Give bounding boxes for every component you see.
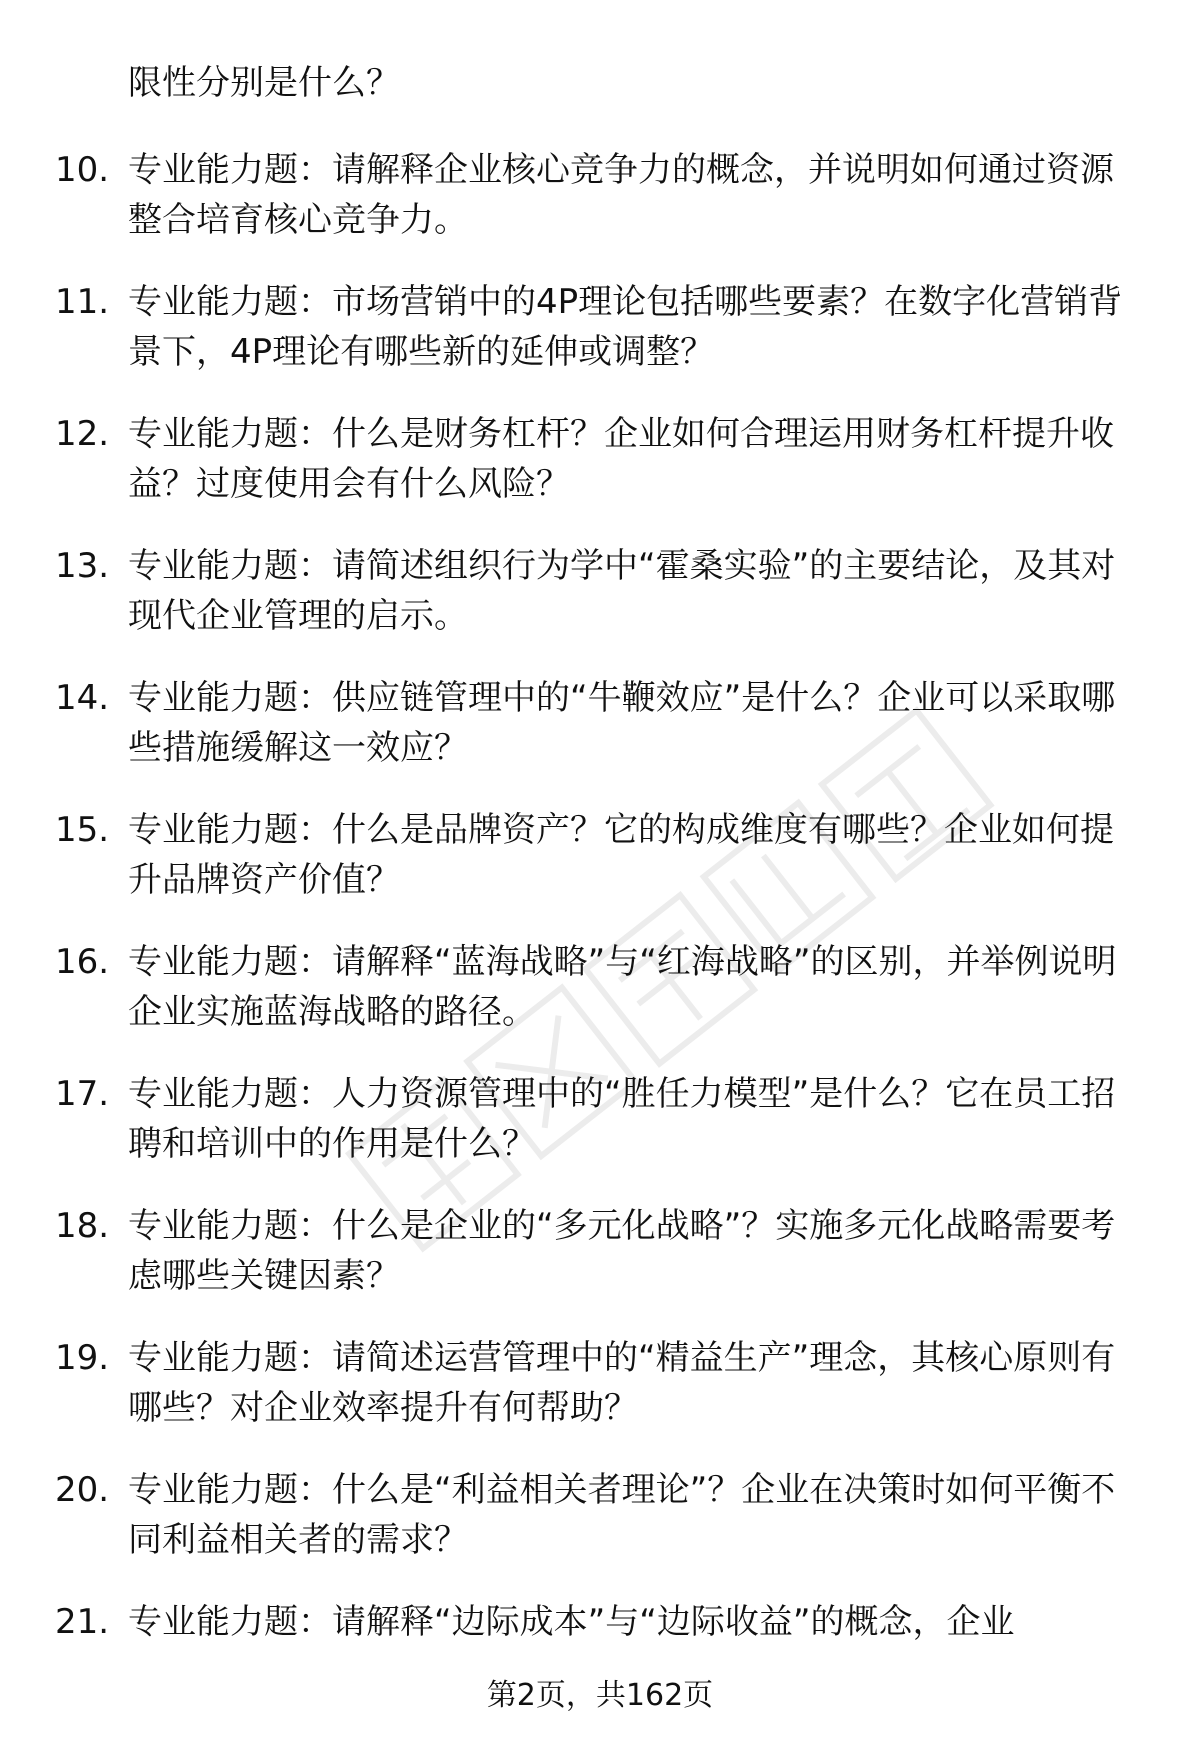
list-item (0, 1201, 1200, 1333)
question-number: 14. (55, 678, 110, 718)
list-item (0, 1333, 1200, 1465)
list-item (0, 277, 1200, 409)
question-text: 专业能力题：请简述运营管理中的“精益生产”理念，其核心原则有哪些？对企业效率提升有何帮助？ (128, 1338, 1116, 1428)
question-number: 10. (55, 150, 110, 190)
continuation-text: 限性分别是什么？ (128, 63, 400, 103)
question-number: 13. (55, 546, 110, 586)
list-item (0, 937, 1200, 1069)
question-text: 专业能力题：请解释“蓝海战略”与“红海战略”的区别，并举例说明企业实施蓝海战略的路径。 (128, 942, 1117, 1032)
question-text: 专业能力题：供应链管理中的“牛鞭效应”是什么？企业可以采取哪些措施缓解这一效应？ (128, 678, 1116, 768)
question-number: 12. (55, 414, 110, 454)
question-text: 专业能力题：请解释“边际成本”与“边际收益”的概念，企业 (128, 1602, 1015, 1642)
question-text: 专业能力题：什么是企业的“多元化战略”？实施多元化战略需要考虑哪些关键因素？ (128, 1206, 1116, 1296)
list-item (0, 541, 1200, 673)
question-text: 专业能力题：什么是品牌资产？它的构成维度有哪些？企业如何提升品牌资产价值？ (128, 810, 1114, 900)
question-number: 11. (55, 282, 110, 322)
list-item (0, 1465, 1200, 1597)
question-text: 专业能力题：请解释企业核心竞争力的概念，并说明如何通过资源整合培育核心竞争力。 (128, 150, 1114, 240)
question-text: 专业能力题：什么是“利益相关者理论”？企业在决策时如何平衡不同利益相关者的需求？ (128, 1470, 1116, 1560)
question-number: 21. (55, 1602, 110, 1642)
list-item (0, 673, 1200, 805)
question-text: 专业能力题：人力资源管理中的“胜任力模型”是什么？它在员工招聘和培训中的作用是什么？ (128, 1074, 1116, 1164)
question-text: 专业能力题：请简述组织行为学中“霍桑实验”的主要结论，及其对现代企业管理的启示。 (128, 546, 1116, 636)
page-footer: 第2页，共162页 (486, 1678, 714, 1713)
list-item (0, 805, 1200, 937)
question-number: 17. (55, 1074, 110, 1114)
list-item (0, 145, 1200, 277)
question-number: 16. (55, 942, 110, 982)
question-text: 专业能力题：什么是财务杠杆？企业如何合理运用财务杠杆提升收益？过度使用会有什么风险？ (128, 414, 1114, 504)
question-number: 18. (55, 1206, 110, 1246)
list-item (0, 1069, 1200, 1201)
list-item (0, 409, 1200, 541)
question-number: 20. (55, 1470, 110, 1510)
question-list (0, 145, 1200, 1729)
question-text: 专业能力题：市场营销中的4P理论包括哪些要素？在数字化营销背景下，4P理论有哪些新的延伸或调整？ (128, 282, 1123, 372)
question-number: 19. (55, 1338, 110, 1378)
question-number: 15. (55, 810, 110, 850)
